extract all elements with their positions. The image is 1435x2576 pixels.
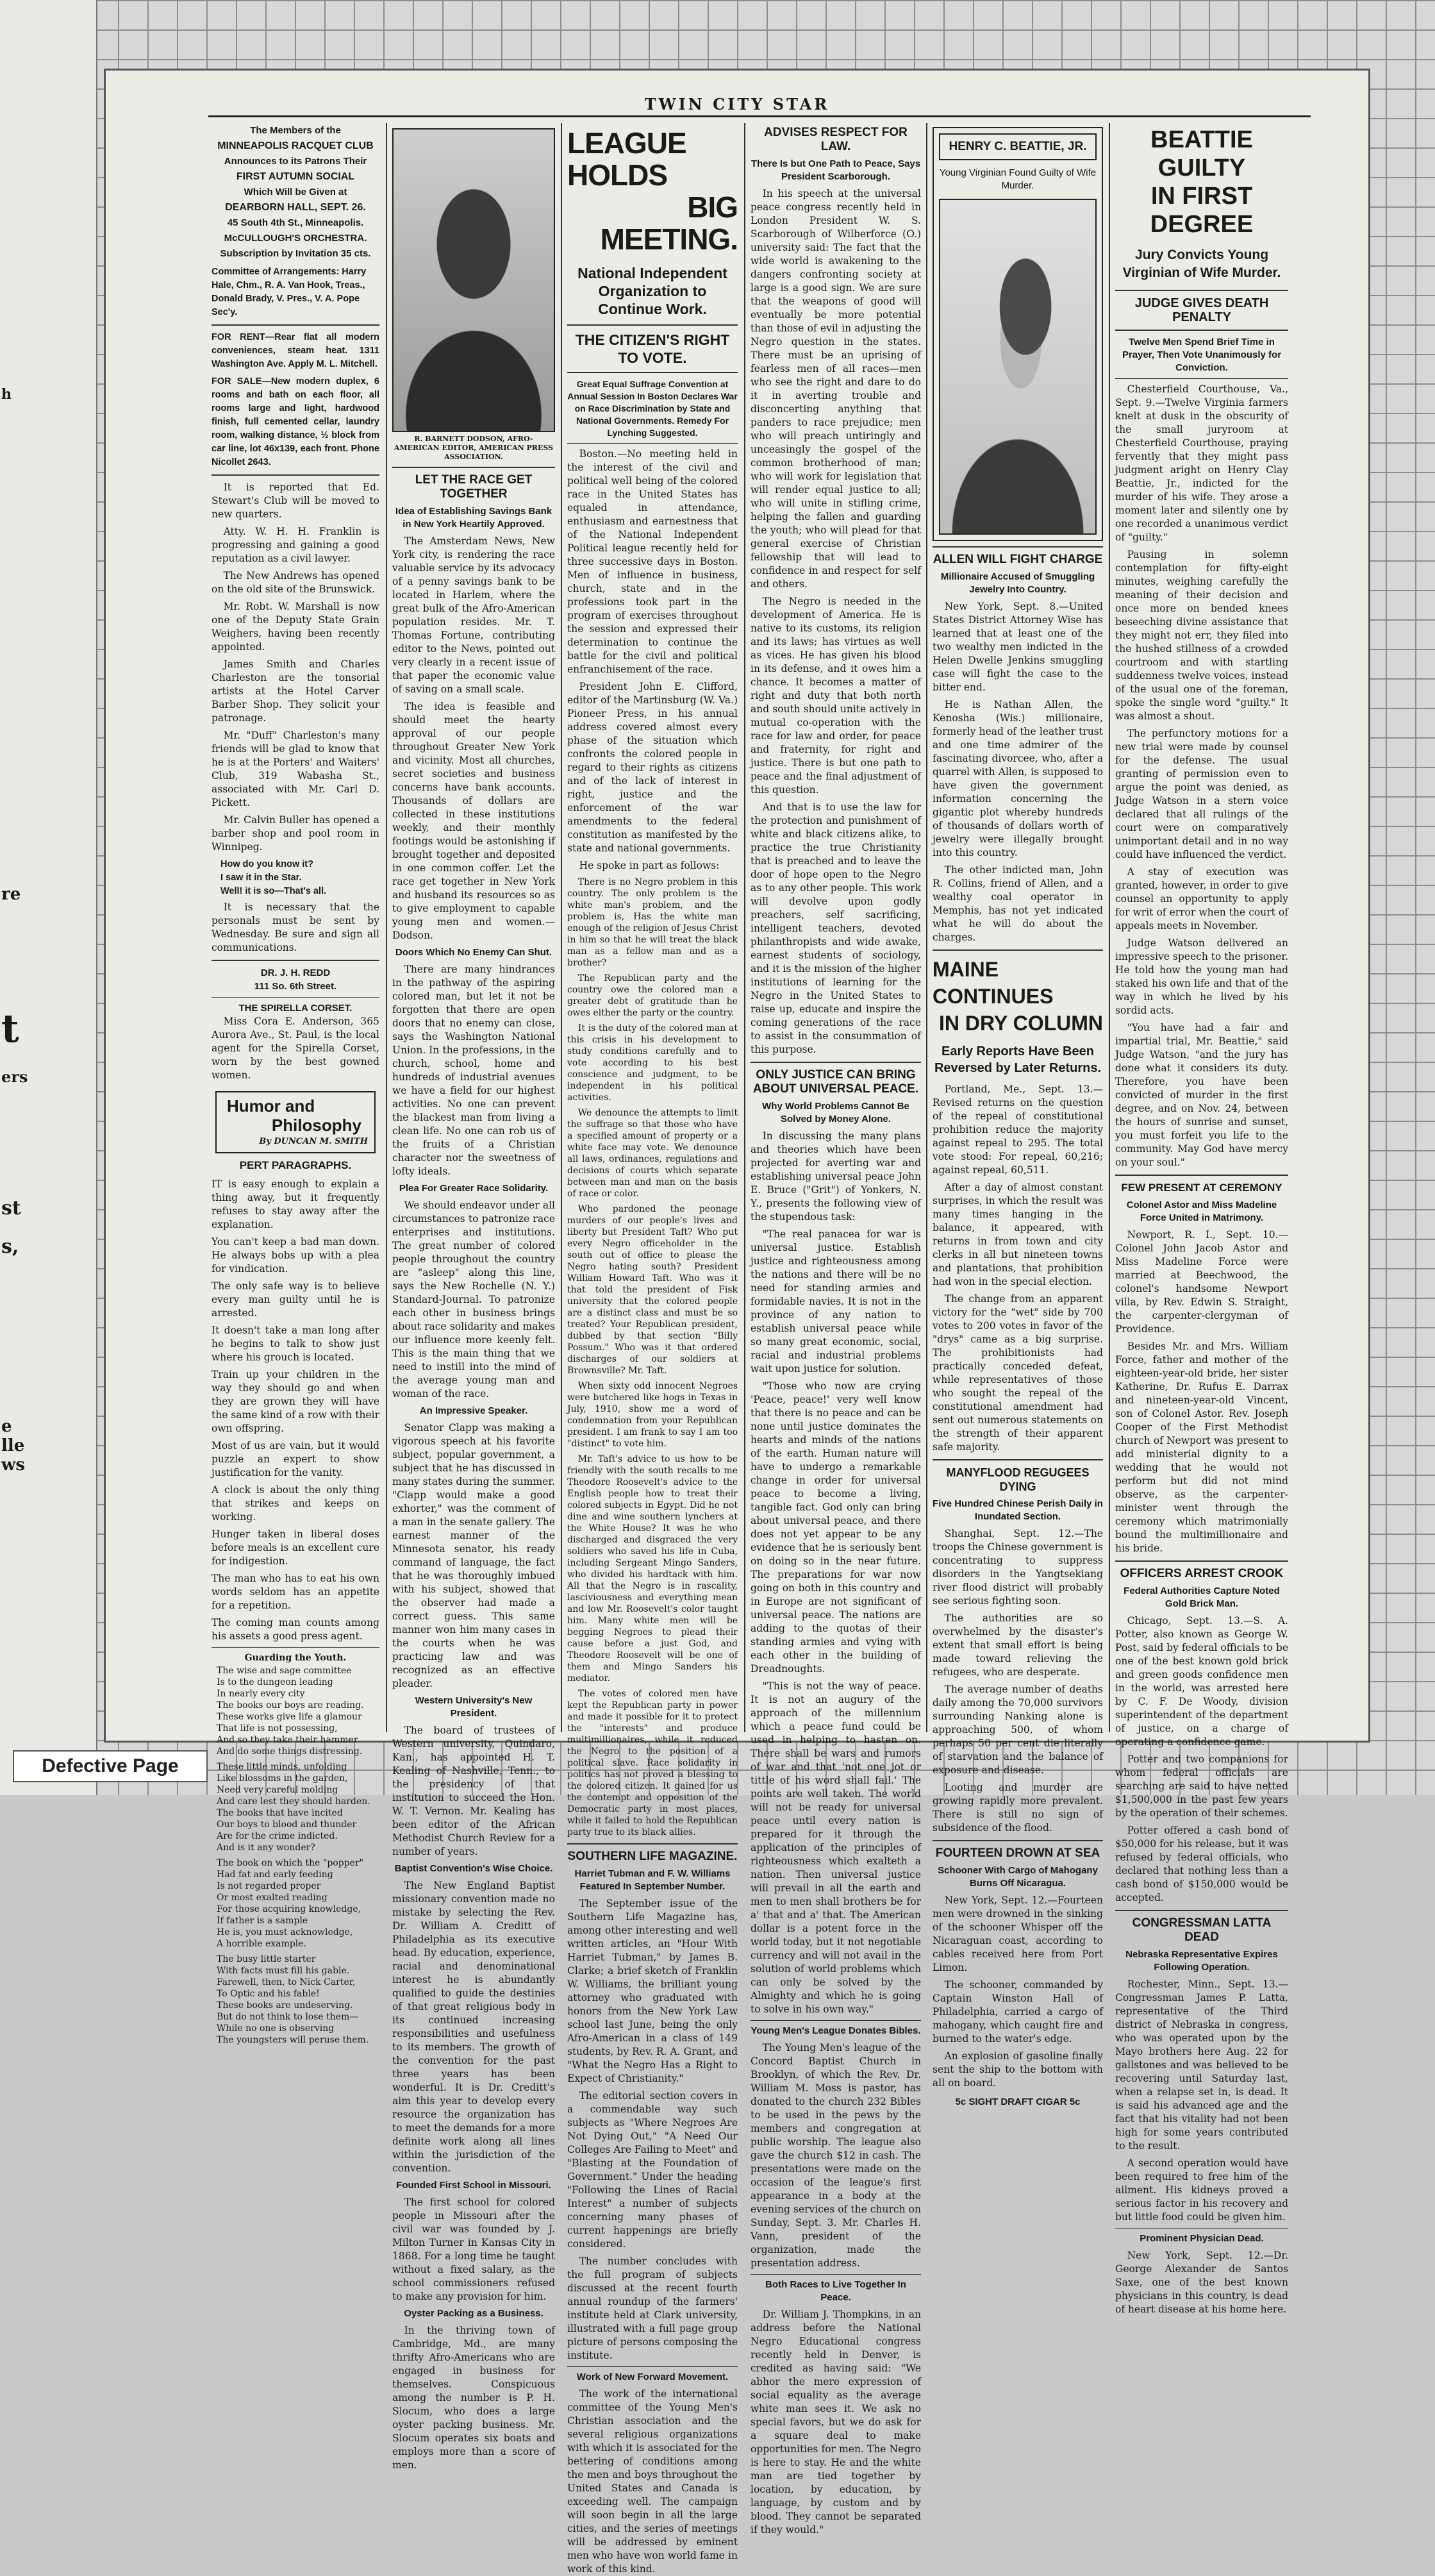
subhead: Young Men's League Donates Bibles. bbox=[751, 2025, 921, 2036]
subhead: Schooner With Cargo of Mahogany Burns Off Nicaragua. bbox=[938, 1865, 1098, 1889]
for-rent-ad: FOR RENT—Rear flat all modern conveniences, steam heat. 1311 Washington Ave. Apply M. L. Mitchell. bbox=[212, 332, 379, 369]
spirella-title: THE SPIRELLA CORSET. bbox=[238, 1003, 353, 1014]
subhead: Doors Which No Enemy Can Shut. bbox=[395, 947, 552, 958]
article-paragraph: The Negro is needed in the development of America. He is native to its customs, its religion and its laws; has virtues as well as vices. He has given his blood in its defense, and it owes him a chance. It becomes a matter of right and duty that both north and south should unite actively in mutual co-operation with the race for law and order, for peace and fraternity, for right and justice. There is but one path to peace and the final adjustment of this question. bbox=[751, 596, 921, 796]
article-paragraph: We denounce the attempts to limit the suffrage so that those who have a specified amount of property or a white face may vote. We denounce all laws, ordinances, regulations and decisions of courts which separate between man and man on the basis of race or color. bbox=[567, 1108, 738, 1199]
article-paragraph: Portland, Me., Sept. 13.—Revised returns on the question of the repeal of constitutional prohibition reduce the majority against repeal to 295. The total vote stood: For repeal, 60,216; against repeal, 60,511. bbox=[933, 1083, 1103, 1176]
racquet-club-ad: The Members of the MINNEAPOLIS RACQUET CLUB Announces to its Patrons Their FIRST AUTUMN SOCIAL Which Will be Given at DEARBORN HALL, SEPT. 26. 45 South 4th St., Minneapolis. McCULLOUGH'S ORCHESTRA. Subscription by Invitation 35 cts. bbox=[217, 125, 374, 259]
article-paragraph: The perfunctory motions for a new trial were made by counsel for the defense. The usual granting of permission even to argue the point was denied, as Judge Watson in a stern voice declared that all rulings of the court were on comparatively unimportant detail and in no way could have influenced the verdict. bbox=[1115, 728, 1288, 860]
article-paragraph: The schooner, commanded by Captain Winston Hall of Philadelphia, carried a cargo of mahogany, which caught fire and burned to the water's edge. bbox=[933, 1979, 1103, 2045]
article-paragraph: Chesterfield Courthouse, Va., Sept. 9.—Twelve Virginia farmers knelt at dusk in the obscurity of the small juryroom at Chesterfield Courthouse, praying fervently that they might pass judgment aright on Henry Clay Beattie, Jr., indicted for the murder of his wife. They arose a moment later and silently one by one recorded a unanimous verdict of "guilty." bbox=[1115, 383, 1288, 543]
subhead: Baptist Convention's Wise Choice. bbox=[394, 1863, 553, 1874]
star-jingle: How do you know it? I saw it in the Star. Well! it is so—That's all. bbox=[220, 859, 327, 896]
bleed-fragment: t bbox=[1, 1007, 19, 1051]
pert-paragraph: It doesn't take a man long after he begins to talk to show just where his grouch is located. bbox=[212, 1325, 379, 1363]
article-paragraph: Mr. Taft's advice to us how to be friendly with the south recalls to me Theodore Roosevelt's advice to the English people how to treat their colored subjects in Egypt. Did he not dine and wine southern lynchers at the White House? It was he who discharged and disgraced the very soldiers who saved his life in Cuba, including Sergeant Mingo Sanders, who divided his hardtack with him. All that the Negro is in rascality, lasciviousness and everything mean and low Mr. Roosevelt's color taught him. Many white men will be begging Negroes to plead their cause before a just God, and Theodore Roosevelt will be one of them and Mingo Sanders his mediator. bbox=[567, 1454, 738, 1684]
headline-allen: ALLEN WILL FIGHT CHARGE bbox=[933, 553, 1103, 566]
local-item: The New Andrews has opened on the old site of the Brunswick. bbox=[212, 570, 379, 595]
column-rule bbox=[561, 123, 562, 1732]
headline-justice-peace: ONLY JUSTICE CAN BRING bbox=[756, 1068, 916, 1082]
local-item: James Smith and Charles Charleston are the tonsorial artists at the Hotel Carver Barber Shop. They solicit your patronage. bbox=[212, 658, 379, 724]
photo-caption: R. BARNETT DODSON, AFRO-AMERICAN EDITOR, AMERICAN PRESS ASSOCIATION. bbox=[394, 435, 554, 461]
article-paragraph: In discussing the many plans and theories which have been projected for averting war and establishing universal peace John E. Bruce ("Grit") of Yonkers, N. Y., presents the following view of the stupendous task: bbox=[751, 1130, 921, 1223]
humor-box: Humor and Philosophy By DUNCAN M. SMITH bbox=[215, 1091, 376, 1153]
deck: Great Equal Suffrage Convention at Annual Session In Boston Declares War on Race Discrimination by State and National Governments. Remedy For Lynching Suggested. bbox=[567, 379, 738, 438]
headline-league: LEAGUE HOLDS bbox=[567, 126, 686, 192]
article-paragraph: Senator Clapp was making a vigorous speech at his favorite subject, popular government, a subject that he has discussed in many states during the summer. "Clapp would make a good exhorter," was the comment of a man in the senate gallery. The earnest manner of the Minnesota senator, his ready command of language, the fact that he was thoroughly imbued with his subject, showed that the observer had made a correct guess. This same manner won him many cases in the courts when he was practicing law and was recognized as an effective pleader. bbox=[392, 1422, 555, 1689]
subhead: Founded First School in Missouri. bbox=[396, 2180, 551, 2191]
pert-paragraph: Most of us are vain, but it would puzzle an expert to show justification for the vanity. bbox=[212, 1440, 379, 1478]
article-paragraph: President John E. Clifford, editor of the Martinsburg (W. Va.) Pioneer Press, in his annual address covered almost every phase of the situation which confronts the colored people in regard to their rights as citizens and of the lack of interest in right, justice and the enforcement of the war amendments to the federal constitution as manifested by the state and national governments. bbox=[567, 681, 738, 854]
subhead: Five Hundred Chinese Perish Daily in Inundated Section. bbox=[933, 1498, 1103, 1522]
masthead-rule bbox=[208, 115, 1311, 117]
article-paragraph: Boston.—No meeting held in the interest of the civil and political well being of the colored race in the United States has equaled in attendance, enthusiasm and earnestness that of the National Independent Political league recently held for three successive days in Boston. Men of influence in business, church, state and in the professions took part in the program of exercises throughout the session and expressed their determination to continue the battle for the civil and political enfranchisement of the race. bbox=[567, 448, 738, 675]
poem-title: Guarding the Youth. bbox=[244, 1653, 347, 1663]
headline-death-penalty: JUDGE GIVES DEATH PENALTY bbox=[1134, 296, 1269, 324]
article-paragraph: The number concludes with the full program of subjects discussed at the recent fourth annual roundup of the farmers' institute held at Clark university, illustrated with a full page group picture of persons composing the institute. bbox=[567, 2255, 738, 2361]
article-paragraph: Besides Mr. and Mrs. William Force, father and mother of the eighteen-year-old bride, her sister Katherine, Dr. Rufus E. Darrax and nineteen-year-old Vincent, son of Colonel Astor. Rev. Joseph Cooper of the First Methodist church of Newport was present to add ministerial dignity to a wedding that he would not perform but did not mind observe, as the carpenter-minister went through the ceremony which matrimonially bound the multimillionaire and his bride. bbox=[1115, 1341, 1288, 1554]
pert-paragraph: The only safe way is to believe every man guilty until he is arrested. bbox=[212, 1280, 379, 1319]
subhead: Millionaire Accused of Smuggling Jewelry Into Country. bbox=[940, 571, 1095, 595]
headline-maine: IN DRY COLUMN bbox=[939, 1012, 1103, 1035]
column-rule bbox=[386, 123, 387, 1732]
article-paragraph: Potter offered a cash bond of $50,000 for his release, but it was refused by federal officials, who declared that nothing less than a cash bond of $150,000 would be accepted. bbox=[1115, 1825, 1288, 1903]
subhead: Harriet Tubman and F. W. Williams Featured In September Number. bbox=[574, 1868, 731, 1892]
article-paragraph: The editorial section covers in a commendable way such subjects as "Where Negroes Are Not Dying Out," "A Need Our Colleges Are Failing to Meet" and "Blasting at the Foundation of Government." Under the heading "Following the Lines of Racial Interest" a number of subjects concerning many phases of current happenings are briefly considered. bbox=[567, 2090, 738, 2250]
subhead-maine: Early Reports Have Been Reversed by Later Returns. bbox=[934, 1044, 1102, 1075]
headline-beattie: IN FIRST DEGREE bbox=[1150, 183, 1254, 238]
headline-flood: MANYFLOOD REGUGEES DYING bbox=[946, 1466, 1090, 1493]
headline-ceremony: FEW PRESENT AT CEREMONY bbox=[1121, 1182, 1282, 1194]
headline-maine: MAINE CONTINUES bbox=[933, 958, 1054, 1008]
article-paragraph: "Those who now are crying 'Peace, peace!' very well know that there is no peace and can be none until justice dominates the hearts and minds of the nations of the earth. Human nature will have to undergo a remarkable change in order for universal peace to become a living, tangible fact. God only can bring about universal peace, and there does not yet appear to be any evidence that he is seriously bent on doing so in the near future. The preparations for war now going on both in this country and in Europe are not significant of universal peace. The nations are adding to the quotas of their standing armies and vying with each other in the building of Dreadnoughts. bbox=[751, 1380, 921, 1675]
column-4 bbox=[751, 123, 921, 2536]
pert-paragraph: Train up your children in the way they should go and when they are grown they will have the same kind of a row with their own offspring. bbox=[212, 1369, 379, 1434]
article-paragraph: "You have had a fair and impartial trial, Mr. Beattie," said Judge Watson, "and the jury has done what it considers its duty. Therefore, you have been convicted of murder in the first degree, and on Nov. 24, between the hours of sunrise and sunset, you must forfeit you life to the community. May God have mercy on your soul." bbox=[1115, 1022, 1288, 1168]
pert-paragraph: The coming man counts among his assets a good press agent. bbox=[212, 1617, 379, 1642]
article-paragraph: Shanghai, Sept. 12.—The troops the Chinese government is concentrating to suppress disorders in the Yangtsekiang river flood district will probably see serious fighting soon. bbox=[933, 1528, 1103, 1607]
spirella-text: Miss Cora E. Anderson, 365 Aurora Ave., St. Paul, is the local agent for the Spirella Corset, worn by the best gowned women. bbox=[212, 1016, 379, 1081]
article-paragraph: A second operation would have been required to free him of the ailment. His kidneys proved a serious factor in his recovery and but little food could be given him. bbox=[1115, 2157, 1288, 2223]
article-paragraph: Chicago, Sept. 13.—S. A. Potter, also known as George W. Post, said by federal officials to be one of the best known gold brick and green goods confidence men in the world, was arrested here by C. F. De Woody, division superintendent of the department of justice, on a charge of operating a confidence game. bbox=[1115, 1615, 1288, 1748]
article-paragraph: The Young Men's league of the Concord Baptist Church in Brooklyn, of which the Rev. Dr. William M. Moss is pastor, has donated to the church 232 Bibles to be used in the pews by the members and congregation at public worship. The league also gave the church $12 in cash. The presentations were made on the occasion of the league's first appearance in a body at the evening services of the church on Sunday, Sept. 3. Mr. Charles H. Vann, president of the organization, made the presentation address. bbox=[751, 2042, 921, 2269]
subhead: Idea of Establishing Savings Bank in New York Heartily Approved. bbox=[395, 506, 552, 530]
bleed-fragment: st bbox=[1, 1197, 21, 1219]
article-paragraph: Potter and two companions for whom federal officials are searching are said to have netted $1,500,000 in the past few years by the operation of their schemes. bbox=[1115, 1753, 1288, 1819]
subhead: Western University's New President. bbox=[415, 1695, 533, 1719]
article-paragraph: An explosion of gasoline finally sent the ship to the bottom with all on board. bbox=[933, 2050, 1103, 2089]
article-paragraph: In the thriving town of Cambridge, Md., are many thrifty Afro-Americans who are engaged in business for themselves. Conspicuous among the number is P. H. Slocum, who does a large oyster packing business. Mr. Slocum operates six boats and employs more than a score of men. bbox=[392, 2325, 555, 2471]
article-paragraph: When sixty odd innocent Negroes were butchered like hogs in Texas in July, 1910, show me a word of condemnation from your Republican president. I am frank to say I am too "distinct" to vote him. bbox=[567, 1381, 738, 1449]
article-paragraph: The idea is feasible and should meet the hearty approval of our people throughout Greater New York and vicinity. Most all churches, secret societies and business concerns have bank accounts. Thousands of dollars are collected in these institutions weekly, and their monthly footings would be astonishing if brought together and deposited in one common coffer. Let the race get together in New York and husband its resources so as to give employment to capable young men and women.—Dodson. bbox=[392, 701, 555, 941]
article-paragraph: The work of the international committee of the Young Men's Christian association and the several religious organizations with which it is associated for the bettering of conditions among the men and boys throughout the United States and Canada is exceeding well. The campaign will soon begin in all the large cities, and the series of meetings will be addressed by eminent men who have won world fame in work of this kind. bbox=[567, 2388, 738, 2575]
article-paragraph: Dr. William J. Thompkins, in an address before the National Negro Educational congress recently held in Denver, is credited as having said: "We abhor the mere expression of social equality as the average white man sees it. We ask no special favors, but we do ask for a square deal to make opportunities for men. The Negro is here to stay. He and the white man are tied together by location, by education, by language, by custom and by blood. They cannot be separated if they would." bbox=[751, 2309, 921, 2536]
subhead: Prominent Physician Dead. bbox=[1140, 2233, 1264, 2244]
subhead-league: National Independent Organization to Continue Work. bbox=[577, 265, 727, 317]
article-paragraph: Pausing in solemn contemplation for fifty-eight minutes, weighing carefully the meaning of their decision and once more on bended knees beseeching divine assistance that they might not err, they filed into the hushed stillness of a crowded courtroom and with startling suddenness twelve voices, instead of the usual one of the foreman, spoke the single word "guilty." It was almost a shout. bbox=[1115, 549, 1288, 722]
beattie-photo bbox=[939, 199, 1097, 535]
bleed-fragment: ers bbox=[1, 1067, 28, 1086]
bleed-fragment: e bbox=[1, 1417, 12, 1436]
article-paragraph: "The real panacea for war is universal justice. Establish justice and righteousness among the nations and there will be no need for standing armies and formidable navies. It is not in the province of any nation to establish universal peace while so many great economic, social, racial and industrial problems wait upon justice for solution. bbox=[751, 1228, 921, 1375]
article-paragraph: The Republican party and the country owe the colored man a greater debt of gratitude than he owes either the party or the country. bbox=[567, 973, 738, 1018]
article-paragraph: It is the duty of the colored man at this crisis in his development to study conditions carefully and to vote according to his best conscience and judgment, to be independent in his political activities. bbox=[567, 1023, 738, 1103]
subhead: Federal Authorities Capture Noted Gold Brick Man. bbox=[1124, 1585, 1280, 1609]
article-paragraph: And that is to use the law for the protection and punishment of white and black citizens alike, to practice the true Christianity that is preached and to leave the door of hope open to the Negro as to any other people. This work will devolve upon godly preachers, self sacrificing, intelligent teachers, devoted philanthropists and wide awake, earnest students of sociology, and it is the mission of the higher institutions of learning for the Negro in the United States to raise up, educate and inspire the coming generations of the race to assist in the consummation of this purpose. bbox=[751, 801, 921, 1055]
article-paragraph: Looting and murder are growing rapidly more prevalent. There is still no sign of subsidence of the flood. bbox=[933, 1782, 1103, 1834]
headline-respect-law: ADVISES RESPECT FOR LAW. bbox=[764, 126, 908, 153]
article-paragraph: The New England Baptist missionary convention made no mistake by selecting the Rev. Dr. William A. Creditt of Philadelphia as its executive head. By education, experience, racial and denominational interest he is abundantly qualified to guide the destinies of that great religious body in its continued increasing responsibilities and usefulness to its members. The growth of the convention for the past three years has been wonderful. It is Dr. Creditt's aim this year to develop every resource the organization has to meet the demands for a more definite work along all lines within the jurisdiction of the convention. bbox=[392, 1880, 555, 2174]
article-paragraph: He is Nathan Allen, the Kenosha (Wis.) millionaire, formerly head of the leather trust and one time admirer of the fascinating divorcee, who, after a quarrel with Allen, is supposed to have given the government information concerning the gigantic plot whereby hundreds of thousands of dollars worth of jewelry were illegally brought into this country. bbox=[933, 699, 1103, 858]
poem: The wise and sage committee Is to the dungeon leading In nearly every city The books our boys are reading. These works give life a glamour That life is not possessing, And so they take their hammer And do some things distressing. These little minds, unfolding Like blossoms in the garden, Need very careful molding And care lest they should harden. The books that have incited Our boys to blood and thunder Are for the crime indicted. And is it any wonder? The book on which the "popper" Had fat and early feeding Is not regarded proper Or most exalted reading For those acquiring knowledge, If father is a sample He is, you must acknowledge, A horrible example. The busy little starter With facts must fill his gable. Farewell, then, to Nick Carter, To Optic and his fable! These books are undeserving. But do not think to lose them— While no one is observing The youngsters will peruse them. bbox=[217, 1666, 370, 2045]
bleed-fragment: ws bbox=[1, 1455, 26, 1475]
bleed-fragment: h bbox=[1, 386, 12, 403]
column-rule bbox=[926, 123, 927, 1732]
column-rule bbox=[744, 123, 745, 1732]
defective-page-label: Defective Page bbox=[13, 1750, 208, 1782]
subhead: Both Races to Live Together In Peace. bbox=[765, 2279, 906, 2303]
article-paragraph: A stay of execution was granted, however, in order to give counsel an opportunity to apply for writ of error when the court of appeals meets in November. bbox=[1115, 866, 1288, 932]
pert-paragraph: The man who has to eat his own words seldom has an appetite for a repetition. bbox=[212, 1573, 379, 1611]
headline-latta: CONGRESSMAN LATTA DEAD bbox=[1132, 1916, 1272, 1944]
headline-right-to-vote: THE CITIZEN'S RIGHT TO VOTE. bbox=[575, 331, 730, 366]
local-item: Mr. Robt. W. Marshall is now one of the Deputy State Grain Weighers, having been recently appointed. bbox=[212, 601, 379, 653]
article-paragraph: New York, Sept. 8.—United States District Attorney Wise has learned that at least one of the two wealthy men indicted in the Helen Dwelle Jenkins smuggling case will fight the case to the bitter end. bbox=[933, 601, 1103, 693]
headline-drown: FOURTEEN DROWN AT SEA bbox=[935, 1846, 1100, 1860]
article-paragraph: The authorities are so overwhelmed by the disaster's extent that small effort is being made toward relieving the refugees, who are desperate. bbox=[933, 1612, 1103, 1678]
article-paragraph: The other indicted man, John R. Collins, friend of Allen, and a wealthy coal operator in Memphis, has not yet indicated what he will do about the charges. bbox=[933, 864, 1103, 943]
subhead-beattie: Jury Convicts Young Virginian of Wife Murder. bbox=[1122, 247, 1281, 280]
committee-text: Committee of Arrangements: Harry Hale, Chm., R. A. Van Hook, Treas., Donald Brady, V. Pres., V. A. Pope Sec'y. bbox=[212, 267, 367, 317]
article-paragraph: The Amsterdam News, New York city, is rendering the race valuable service by its advocacy of a penny savings bank to be located in Harlem, where the great bulk of the Afro-American population resides. Mr. T. Thomas Fortune, contributing editor to the News, pointed out very clearly in a recent issue of that paper the economic value of saving on a small scale. bbox=[392, 535, 555, 695]
for-sale-ad: FOR SALE—New modern duplex, 6 rooms and bath on each floor, all rooms large and light, hardwood finish, full cemented cellar, laundry room, walking distance, ½ block from car line, lot 46x139, each front. Phone Nicollet 2643. bbox=[212, 376, 379, 467]
beattie-portrait-box bbox=[933, 127, 1103, 541]
article-paragraph: The votes of colored men have kept the Republican party in power and made it possible for it to protect the "interests" and produce multimillionaires, while it reduced the Negro to the position of a political slave. Race solidarity in politics has not proved a blessing to the colored citizen. It gained for us the contempt and opposition of the Democratic party in most places, while it failed to hold the Republican party true to its black allies. bbox=[567, 1689, 738, 1837]
bleed-fragment: lle bbox=[1, 1436, 25, 1455]
article-paragraph: The board of trustees of Western university, Quindaro, Kan., has appointed H. T. Kealing of Nashville, Tenn., to the presidency of that institution to succeed the Hon. W. T. Vernon. Mr. Kealing has been editor of the African Methodist Church Review for a number of years. bbox=[392, 1725, 555, 1857]
article-paragraph: Newport, R. I., Sept. 10.—Colonel John Jacob Astor and Miss Madeline Force were married at Beechwood, the colonel's handsome Newport villa, by Rev. Edwin S. Straight, the carpenter-clergyman of Providence. bbox=[1115, 1229, 1288, 1335]
pert-paragraph: IT is easy enough to explain a thing away, but it frequently refuses to stay away after the explanation. bbox=[212, 1178, 379, 1230]
humor-byline: By DUNCAN M. SMITH bbox=[259, 1137, 368, 1146]
headline-crook: OFFICERS ARREST CROOK bbox=[1120, 1567, 1284, 1580]
article-paragraph: The change from an apparent victory for the "wet" side by 700 votes to 200 votes in favor of the "drys" came as a big surprise. The prohibitionists had practically conceded defeat, while representatives of those who sought the repeal of the constitutional amendment had sent out numerous statements on the strength of their apparent safe majority. bbox=[933, 1293, 1103, 1453]
pert-paragraph: A clock is about the only thing that strikes and keeps on working. bbox=[212, 1484, 379, 1523]
portrait-name: HENRY C. BEATTIE, JR. bbox=[939, 133, 1097, 160]
pert-paragraph: Hunger taken in liberal doses before meals is an excellent cure for indigestion. bbox=[212, 1528, 379, 1567]
article-paragraph: Rochester, Minn., Sept. 13.—Congressman James P. Latta, representative of the Third district of Nebraska in congress, who was operated upon by the Mayo brothers here Aug. 22 for gallstones and was believed to be recovering until Saturday last, when a relapse set in, is dead. It is said his advanced age and the fact that his vitality had not been high for some years contributed to the result. bbox=[1115, 1978, 1288, 2152]
pert-paragraphs-title: PERT PARAGRAPHS. bbox=[239, 1159, 352, 1171]
article-paragraph: In his speech at the universal peace congress recently held in London President W. S. Scarborough of Wilberforce (O.) university said: The fact that the wide world is awakening to the dangers confronting society at large is a good sign. We are sure that the weapons of good will eventually be more potential than those of evil in adjusting the Negro question in the states. There must be an uprising of fearless men of all races—men who see the right and dare to do it in averting trouble and disconcerting anything that panders to race prejudice; men who will preach untiringly and unceasingly the gospel of the common brotherhood of man; who will work for legislation that will render equal justice to all; who will unite in stifling crime, helping the fallen and guarding the youth; who will plead for that general exercise of Christian fellowship that will lead to confidence in and respect for self and others. bbox=[751, 188, 921, 590]
local-item: Mr. "Duff" Charleston's many friends will be glad to know that he is at the Porters' and Waiters' Club, 319 Wabasha St., associated with Mr. Carl D. Pickett. bbox=[212, 730, 379, 808]
portrait-subcaption: Young Virginian Found Guilty of Wife Murder. bbox=[939, 167, 1097, 191]
pert-paragraph: You can't keep a bad man down. He always bobs up with a plea for vindication. bbox=[212, 1236, 379, 1275]
article-paragraph: The September issue of the Southern Life Magazine has, among other interesting and well written articles, an "Hour With Harriet Tubman," by James B. Clarke; a brief sketch of Franklin W. Williams, the brilliant young attorney who graduated with honors from the New York Law school last June, being the only Afro-American in a class of 149 students, by Rev. R. A. Grant, and "What the Negro Has a Right to Expect of Christianity." bbox=[567, 1898, 738, 2084]
article-paragraph: Who pardoned the peonage murders of our people's lives and liberty but President Taft? Who put every Negro officeholder in the south out of office to please the Negro hating south? President William Howard Taft. Who was it that told the president of Fisk university that the colored people are a distinct class and must be so treated? Your Republican president, dubbed by that section "Billy Possum." Who was it that ordered discharges of our soldiers at Brownsville? Mr. Taft. bbox=[567, 1204, 738, 1376]
portrait-photo bbox=[392, 128, 555, 432]
subhead: An Impressive Speaker. bbox=[419, 1405, 528, 1416]
deck: Twelve Men Spend Brief Time in Prayer, Then Vote Unanimously for Conviction. bbox=[1122, 337, 1282, 373]
dr-redd-ad: DR. J. H. REDD 111 So. 6th Street. bbox=[254, 967, 337, 992]
column-1 bbox=[212, 123, 379, 2045]
article-paragraph: Judge Watson delivered an impressive speech to the prisoner. He told how the young man had staked his own life and that of the way in which he lived by his sordid acts. bbox=[1115, 937, 1288, 1016]
subhead: Work of New Forward Movement. bbox=[576, 2371, 729, 2382]
adjacent-page-edge bbox=[0, 0, 97, 1795]
headline-league: BIG MEETING. bbox=[600, 190, 738, 256]
article-paragraph: The first school for colored people in Missouri after the civil war was founded by J. Milton Turner in Kansas City in 1868. For a long time he taught without a fixed salary, as the school commissioners refused to make any provision for him. bbox=[392, 2196, 555, 2302]
local-item: Mr. Calvin Buller has opened a barber shop and pool room in Winnipeg. bbox=[212, 814, 379, 853]
article-paragraph: After a day of almost constant surprises, in which the result was many times hanging in the balance, it appeared, with returns in from town and city clerks in all but nineteen towns and plantations, that prohibition had won in the special election. bbox=[933, 1182, 1103, 1287]
article-paragraph: We should endeavor under all circumstances to patronize race enterprises and institutions. The great number of colored people throughout the country are "asleep" along this line, says the New Rochelle (N. Y.) Standard-Journal. To patronize each other in business brings about race solidarity and makes our influence more keenly felt. This is the main thing that we need to instill into the mind of the average young man and woman of the race. bbox=[392, 1200, 555, 1400]
article-paragraph: "This is not the way of peace. It is not an augury of the approach of the millennium which a peace fund could be used in helping to hasten on. There shall be wars and rumors of war and that 'not one jot or tittle of his word shall fail.' The points are well taken. The world will not be ready for universal peace until every nation is prepared for it through the application of the principles of righteousness which exalteth a nation. Then universal justice will prevail in all the earth and men to men shall brothers be for a' that and a' that. The American dollar is a potent force in the world today, but it not negotiable currency and will not avail in the solution of world problems which can only be solved by the Almighty and which he is going to solve in his own way." bbox=[751, 1680, 921, 2015]
article-paragraph: He spoke in part as follows: bbox=[579, 860, 720, 871]
article-paragraph: There are many hindrances in the pathway of the aspiring colored man, but let it not be forgotten that there are open doors that no enemy can close, says the Washington National Union. In the professions, in the church, school, home and hundreds of industrial avenues we have a field for our highest activities. No one can prevent the blackest man from living a clean life. No one can rob us of the fruits of a Christian character nor the sweetness of lofty ideals. bbox=[392, 964, 555, 1177]
bleed-fragment: s, bbox=[1, 1235, 19, 1258]
headline-justice-peace: ABOUT UNIVERSAL PEACE. bbox=[752, 1082, 919, 1096]
article-paragraph: The average number of deaths daily among the 70,000 survivors surrounding Nanking alone is approaching 500, of whom perhaps 50 per cent die literally of starvation and the balance of exposure and disease. bbox=[933, 1684, 1103, 1776]
article-paragraph: New York, Sept. 12.—Dr. George Alexander de Santos Saxe, one of the best known physicians in this country, is dead of heart disease at his home here. bbox=[1115, 2250, 1288, 2315]
masthead: TWIN CITY STAR bbox=[644, 95, 830, 113]
bleed-fragment: re bbox=[1, 885, 21, 904]
column-3 bbox=[567, 123, 738, 2575]
local-item: It is reported that Ed. Stewart's Club will be moved to new quarters. bbox=[212, 481, 379, 520]
subhead: Colonel Astor and Miss Madeline Force United in Matrimony. bbox=[1126, 1200, 1277, 1223]
local-item: Atty. W. H. H. Franklin is progressing and gaining a good reputation as a civil lawyer. bbox=[212, 526, 379, 564]
column-2 bbox=[392, 123, 555, 2471]
subhead: Why World Problems Cannot Be Solved by Money Alone. bbox=[762, 1101, 909, 1125]
subhead: Plea For Greater Race Solidarity. bbox=[399, 1183, 549, 1194]
column-6 bbox=[1115, 123, 1288, 2315]
subhead: There Is but One Path to Peace, Says President Scarborough. bbox=[751, 158, 921, 182]
column-5 bbox=[933, 123, 1103, 2107]
cigar-ad: 5c SIGHT DRAFT CIGAR 5c bbox=[955, 2096, 1081, 2107]
article-paragraph: New York, Sept. 12.—Fourteen men were drowned in the sinking of the schooner Whisper off the Nicaraguan coast, according to cables received here from Port Limon. bbox=[933, 1894, 1103, 1973]
subhead: Nebraska Representative Expires Following Operation. bbox=[1125, 1949, 1278, 1973]
headline-race-together: LET THE RACE GET TOGETHER bbox=[415, 473, 533, 501]
headline-beattie: BEATTIE GUILTY bbox=[1150, 126, 1253, 181]
article-paragraph: There is no Negro problem in this country. The only problem is the white man's problem, and the problem is, Has the white man enough of the religion of Jesus Christ in him so that he will treat the black man as a fellow man and as a brother? bbox=[567, 877, 738, 968]
personals-note: It is necessary that the personals must be sent by Wednesday. Be sure and sign all communications. bbox=[212, 901, 379, 953]
headline-southern-life: SOUTHERN LIFE MAGAZINE. bbox=[567, 1850, 738, 1863]
subhead: Oyster Packing as a Business. bbox=[404, 2308, 543, 2319]
column-rule bbox=[1109, 123, 1110, 1732]
